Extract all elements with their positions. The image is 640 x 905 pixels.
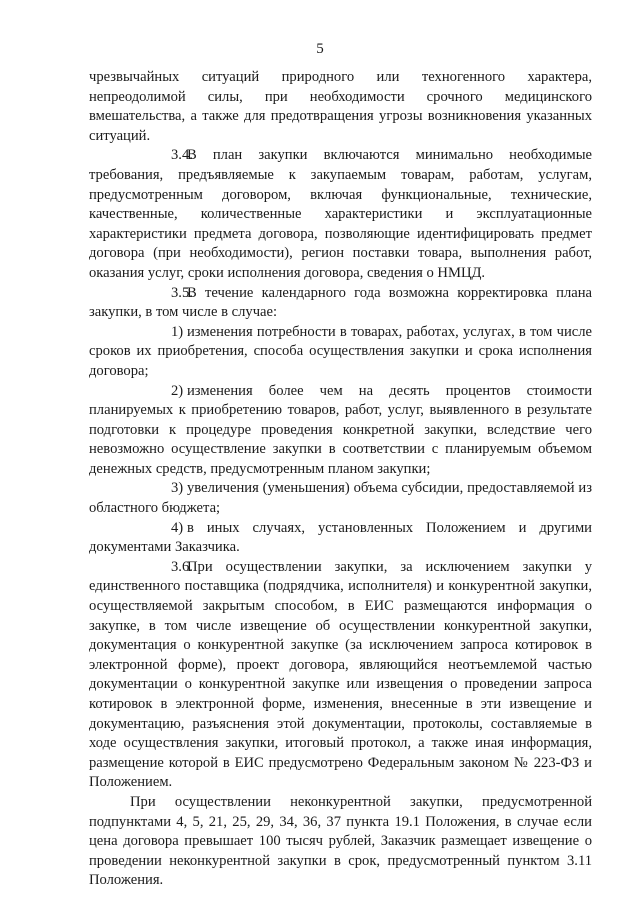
clause-number: 3.4. bbox=[171, 147, 193, 164]
clause-3-6 bbox=[89, 558, 592, 793]
clause-text: В план закупки включаются минимально необходимые требования, предъявляемые к закупаемым товарам, работам, услугам, предусмотренным договором, включая функциональные, технические, качественные, количественные характеристики и эксплуатационные характеристики предмета договора, позволяющие идентифицировать предмет договора (при необходимости), регион поставки товара, выполнения работ, оказания услуг, сроки исполнения договора, сведения о НМЦД. bbox=[89, 147, 592, 281]
list-item-1 bbox=[89, 323, 592, 382]
item-number: 2) bbox=[171, 382, 184, 399]
clause-3-4 bbox=[89, 146, 592, 283]
paragraph-noncompetitive bbox=[89, 793, 592, 891]
list-item-2 bbox=[89, 382, 592, 480]
clause-3-5 bbox=[89, 284, 592, 323]
clause-number: 3.6. bbox=[171, 558, 193, 575]
document-body bbox=[89, 68, 592, 891]
item-number: 1) bbox=[171, 323, 184, 340]
list-item-4 bbox=[89, 519, 592, 558]
paragraph-continuation bbox=[89, 68, 592, 146]
clause-number: 3.5. bbox=[171, 284, 193, 301]
item-number: 3) bbox=[171, 480, 184, 497]
item-text: изменения потребности в товарах, работах, услугах, в том числе сроков их приобретения, способа осуществления закупки и срока исполнения договора; bbox=[89, 323, 592, 379]
paragraph-text: чрезвычайных ситуаций природного или техногенного характера, непреодолимой силы, при необходимости срочного медицинского вмешательства, а также для предотвращения угрозы возникновения указанных ситуаций. bbox=[89, 69, 592, 144]
item-text: изменения более чем на десять процентов стоимости планируемых к приобретению товаров, работ, услуг, выявленного в результате подготовки к процедуре проведения конкретной закупки, вследствие чего невозможно осуществление закупки в соответствии с планируемым объемом денежных средств, предусмотренным планом закупки; bbox=[89, 382, 592, 477]
paragraph-text: При осуществлении неконкурентной закупки, предусмотренной подпунктами 4, 5, 21, 25, 29, 34, 36, 37 пункта 19.1 Положения, в случае если цена договора превышает 100 тысяч рублей, Заказчик размещает извещение о проведении неконкурентной закупки в срок, предусмотренный пунктом 3.11 Положения. bbox=[89, 793, 592, 889]
clause-text: При осуществлении закупки, за исключением закупки у единственного поставщика (подрядчика, исполнителя) и конкурентной закупки, осуществляемой закрытым способом, в ЕИС размещаются информация о закупке, в том числе извещение об осуществлении конкурентной закупки, документация о конкурентной закупке (за исключением запроса котировок в электронной форме), проект договора, являющийся неотъемлемой частью документации о конкурентной закупке или извещения о проведении запроса котировок в электронной форме, изменения, внесенные в эти извещение и документацию, разъяснения этой документации, протоколы, составляемые в ходе осуществления закупки, итоговый протокол, а также иная информация, размещение которой в ЕИС предусмотрено Федеральным законом № 223-ФЗ и Положением. bbox=[89, 558, 592, 791]
clause-text: В течение календарного года возможна корректировка плана закупки, в том числе в случае: bbox=[89, 284, 592, 321]
item-text: увеличения (уменьшения) объема субсидии, предоставляемой из областного бюджета; bbox=[89, 480, 592, 517]
page-number: 5 bbox=[316, 41, 324, 57]
list-item-3 bbox=[89, 479, 592, 518]
item-number: 4) bbox=[171, 519, 184, 536]
item-text: в иных случаях, установленных Положением и другими документами Заказчика. bbox=[89, 519, 592, 556]
